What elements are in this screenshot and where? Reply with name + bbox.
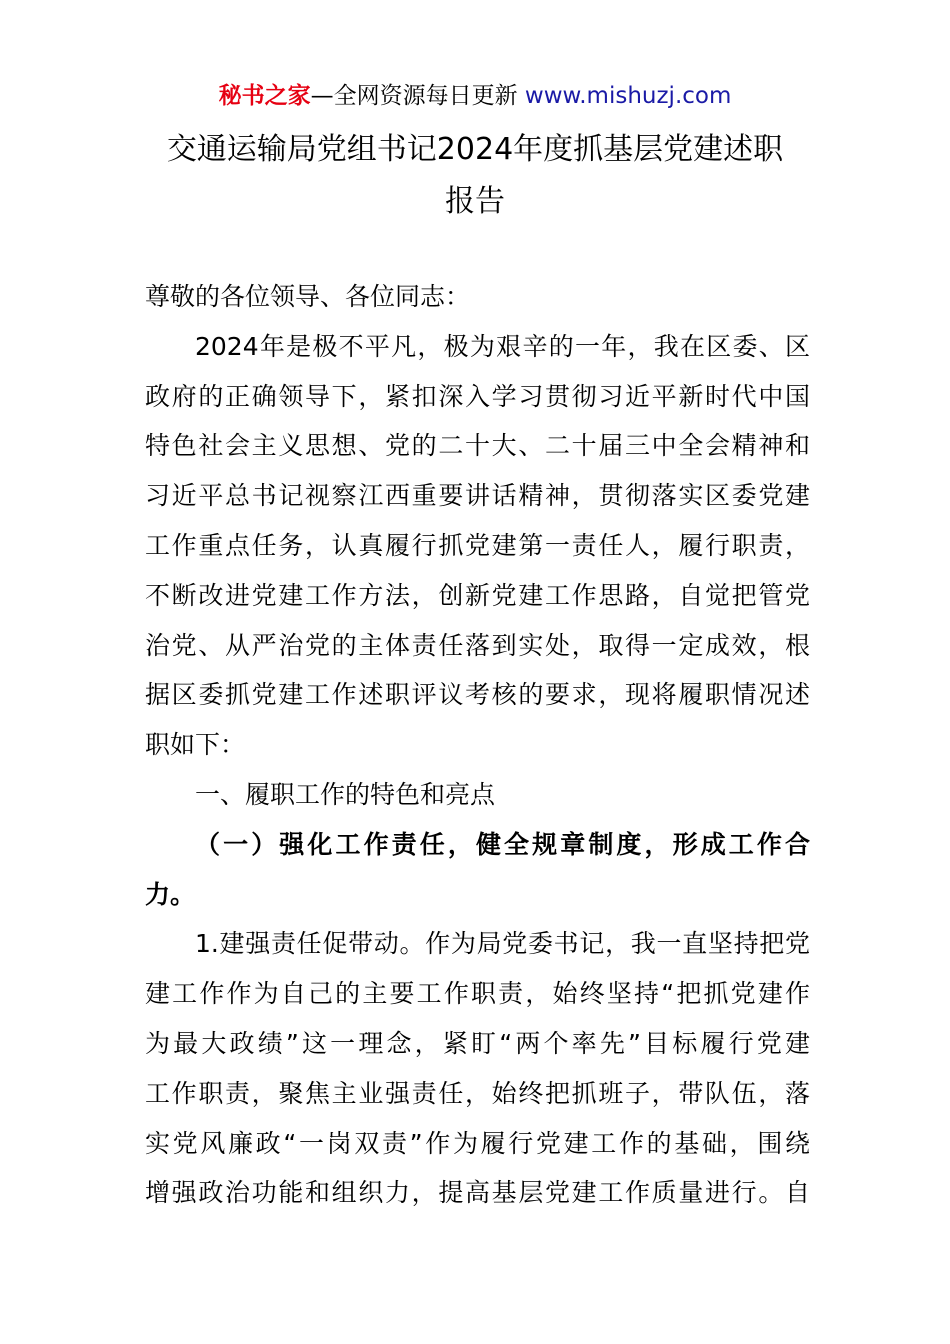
subheading-line: 力。: [145, 879, 196, 909]
paragraph-2: [145, 919, 810, 1218]
paragraph-1-line: 据区委抓党建工作述职评议考核的要求，现将履职情况述: [145, 680, 810, 710]
subheading-1: [145, 820, 810, 920]
paragraph-1-line: 特色社会主义思想、党的二十大、二十届三中全会精神和: [145, 431, 810, 461]
title-line-2: 报告: [445, 184, 505, 219]
site-tagline: —全网资源每日更新: [310, 83, 518, 109]
paragraph-1-line: 习近平总书记视察江西重要讲话精神，贯彻落实区委党建: [145, 481, 810, 511]
paragraph-2-line: 建工作作为自己的主要工作职责，始终坚持“把抓党建作: [145, 979, 810, 1009]
paragraph-2-line: 实党风廉政“一岗双责”作为履行党建工作的基础，围绕: [145, 1128, 810, 1158]
subheading-line: （一）强化工作责任，健全规章制度，形成工作合: [195, 829, 810, 859]
paragraph-2-line: 工作职责，聚焦主业强责任，始终把抓班子，带队伍，落: [145, 1078, 810, 1108]
title-line-1: 交通运输局党组书记2024年度抓基层党建述职: [166, 132, 784, 167]
document-body: [145, 272, 810, 1218]
paragraph-1-line: 职如下：: [145, 730, 246, 760]
paragraph-2-line: 为最大政绩”这一理念，紧盯“两个率先”目标履行党建: [145, 1028, 810, 1058]
paragraph-2-line: 增强政治功能和组织力，提高基层党建工作质量进行。自: [145, 1178, 810, 1208]
paragraph-1-line: 2024年是极不平凡，极为艰辛的一年，我在区委、区: [195, 331, 810, 361]
site-name: 秘书之家: [218, 83, 311, 109]
section-heading-1: [145, 770, 810, 820]
paragraph-1-line: 工作重点任务，认真履行抓党建第一责任人，履行职责，: [145, 530, 810, 560]
section-heading-text: 一、履职工作的特色和亮点: [195, 779, 496, 809]
paragraph-1: [145, 322, 810, 770]
paragraph-2-line: 1.建强责任促带动。作为局党委书记，我一直坚持把党: [195, 929, 810, 959]
paragraph-1-line: 政府的正确领导下，紧扣深入学习贯彻习近平新时代中国: [145, 381, 810, 411]
site-header: [0, 80, 950, 112]
salutation-text: 尊敬的各位领导、各位同志：: [145, 282, 471, 311]
paragraph-1-line: 不断改进党建工作方法，创新党建工作思路，自觉把管党: [145, 580, 810, 610]
salutation: [145, 272, 810, 322]
paragraph-1-line: 治党、从严治党的主体责任落到实处，取得一定成效，根: [145, 630, 810, 660]
document-title: [120, 124, 830, 228]
site-url-link[interactable]: www.mishuzj.com: [524, 83, 732, 109]
